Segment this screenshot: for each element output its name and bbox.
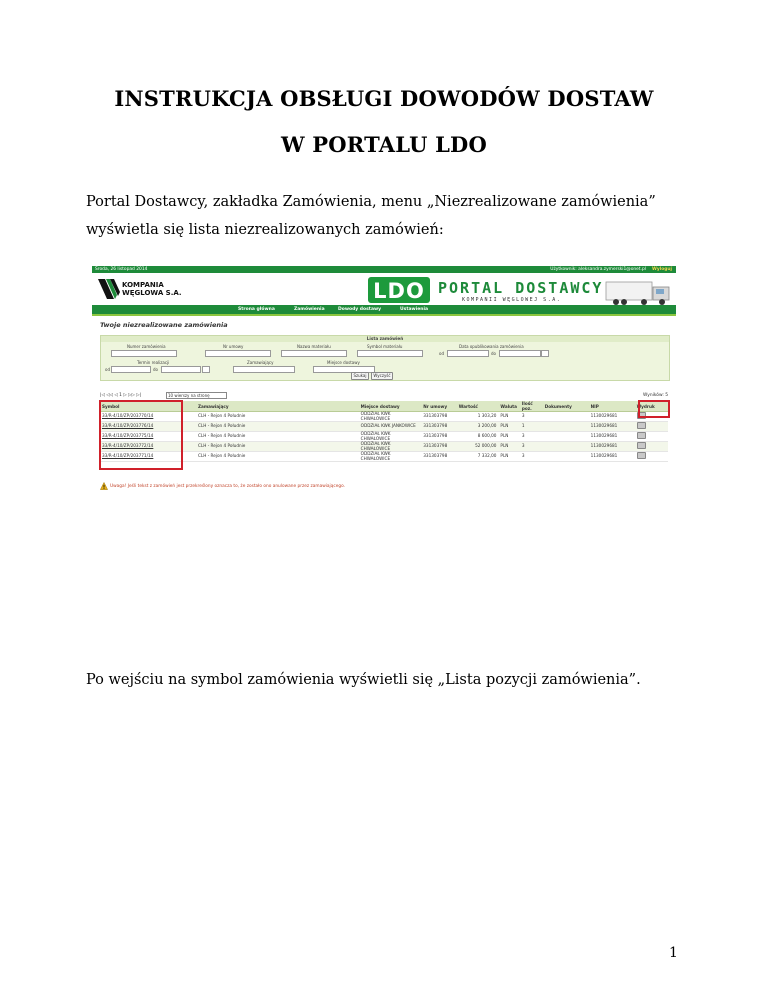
print-column-highlight	[638, 400, 670, 418]
table-row	[100, 432, 668, 442]
nip-cell: 1130029681	[589, 442, 635, 452]
portal-subtitle: KOMPANII WĘGLOWEJ S.A.	[462, 297, 562, 303]
per-page-select[interactable]: 10 wierszy na stronę	[166, 392, 227, 399]
date-from-input[interactable]	[447, 350, 489, 357]
contract-cell: 331303798	[421, 442, 456, 452]
nav-delivery-proofs[interactable]: Dowody dostawy	[338, 307, 382, 312]
delivery-place-cell: ODDZIAŁ KWK CHWAŁOWICE	[359, 412, 422, 422]
delivery-place-cell: ODDZIAŁ KWK CHWAŁOWICE	[359, 452, 422, 462]
material-symbol-input[interactable]	[357, 350, 423, 357]
col-value: Wartość	[457, 401, 499, 412]
nav-orders[interactable]: Zamówienia	[294, 307, 325, 312]
label-contract-number: Nr umowy	[223, 344, 244, 349]
kw-logo-icon	[96, 277, 122, 301]
table-row	[100, 452, 668, 462]
delivery-place-cell: ODDZIAŁ KWK CHWAŁOWICE	[359, 432, 422, 442]
date-to-input[interactable]	[499, 350, 541, 357]
printer-icon[interactable]	[637, 432, 646, 439]
warning-text: Uwaga! Jeśli tekst z zamówień jest przekreślony oznacza to, że zostało ono anulowane przez zamawiającego.	[110, 484, 346, 489]
pager-controls[interactable]: |◁ ◁◁ ◁ 1 ▷ ▷▷ ▷|	[100, 393, 142, 398]
deadline-from-input[interactable]	[111, 366, 151, 373]
value-cell: 8 600,00	[457, 432, 499, 442]
nav-settings[interactable]: Ustawienia	[400, 307, 429, 312]
contract-cell: 331303798	[421, 422, 456, 432]
item-count-cell: 1	[520, 422, 543, 432]
date-to-label: do	[491, 351, 496, 356]
label-order-number: Numer zamówienia	[127, 344, 166, 349]
print-cell	[635, 452, 668, 462]
label-deadline: Termin realizacji	[137, 360, 170, 365]
orderer-cell: CLH - Rejon 4 Południe	[196, 432, 359, 442]
nip-cell: 1130029681	[589, 412, 635, 422]
print-cell	[635, 432, 668, 442]
search-button[interactable]: Szukaj	[351, 372, 369, 380]
second-paragraph: Po wejściu na symbol zamówienia wyświetli się „Lista pozycji zamówienia”.	[86, 672, 641, 688]
portal-topbar	[92, 266, 676, 273]
printer-icon[interactable]	[637, 442, 646, 449]
currency-cell: PLN	[498, 412, 519, 422]
results-count: Wyników: 5	[643, 393, 668, 398]
order-symbol-link[interactable]: 33/R-4/10/ZP/203776/14	[100, 422, 196, 432]
portal-banner	[92, 273, 676, 305]
deadline-to-input[interactable]	[161, 366, 201, 373]
col-contract: Nr umowy	[421, 401, 456, 412]
documents-cell	[543, 432, 589, 442]
table-row	[100, 442, 668, 452]
col-symbol: Symbol	[100, 401, 196, 412]
orderer-cell: CLH - Rejon 4 Południe	[196, 442, 359, 452]
delivery-place-cell: ODDZIAŁ KWK CHWAŁOWICE	[359, 442, 422, 452]
table-row	[100, 412, 668, 422]
print-cell	[635, 442, 668, 452]
item-count-cell: 3	[520, 432, 543, 442]
filter-panel	[100, 335, 670, 381]
logout-link[interactable]: Wyloguj	[651, 267, 672, 272]
intro-paragraph: Portal Dostawcy, zakładka Zamówienia, menu „Niezrealizowane zamówienia” wyświetla się lista niezrealizowanych zamówień:	[86, 194, 656, 238]
ldo-logo: LDO	[373, 279, 425, 303]
documents-cell	[543, 412, 589, 422]
filter-header: Lista zamówień	[101, 336, 669, 342]
orders-table	[100, 401, 668, 462]
title-line-2: W PORTALU LDO	[281, 132, 487, 157]
value-cell: 1 303,20	[457, 412, 499, 422]
printer-icon[interactable]	[637, 422, 646, 429]
documents-cell	[543, 422, 589, 432]
orderer-cell: CLH - Rejon 4 Południe	[196, 412, 359, 422]
value-cell: 7 332,00	[457, 452, 499, 462]
col-delivery-place: Miejsce dostawy	[359, 401, 422, 412]
deadline-picker-button[interactable]	[202, 366, 210, 373]
label-orderer: Zamawiający	[247, 360, 274, 365]
page-heading: Twoje niezrealizowane zamówienia	[100, 321, 228, 329]
warning-icon	[100, 482, 108, 490]
deadline-to-label: do	[153, 367, 158, 372]
currency-cell: PLN	[498, 432, 519, 442]
company-name: KOMPANIA WĘGLOWA S.A.	[122, 281, 182, 297]
value-cell: 3 200,00	[457, 422, 499, 432]
order-symbol-link[interactable]: 33/R-4/10/ZP/203775/14	[100, 432, 196, 442]
contract-number-input[interactable]	[205, 350, 271, 357]
page-number: 1	[669, 945, 678, 961]
portal-nav	[92, 305, 676, 314]
contract-cell: 331303798	[421, 452, 456, 462]
orderer-select[interactable]	[233, 366, 295, 373]
label-publish-date: Data opublikowania zamówienia	[459, 344, 524, 349]
symbol-column-highlight	[99, 400, 183, 470]
col-currency: Waluta	[498, 401, 519, 412]
documents-cell	[543, 452, 589, 462]
currency-cell: PLN	[498, 422, 519, 432]
contract-cell: 331303798	[421, 412, 456, 422]
currency-cell: PLN	[498, 452, 519, 462]
documents-cell	[543, 442, 589, 452]
nav-underline	[92, 314, 676, 316]
title-line-1: INSTRUKCJA OBSŁUGI DOWODÓW DOSTAW	[114, 86, 654, 111]
orderer-cell: CLH - Rejon 4 Południe	[196, 422, 359, 432]
nip-cell: 1130029681	[589, 452, 635, 462]
col-nip: NIP	[589, 401, 635, 412]
delivery-place-cell: ODDZIAŁ KWK JANKOWICE	[359, 422, 422, 432]
nav-home[interactable]: Strona główna	[238, 307, 275, 312]
value-cell: 52 000,00	[457, 442, 499, 452]
portal-title: PORTAL DOSTAWCY	[438, 279, 604, 297]
printer-icon[interactable]	[637, 452, 646, 459]
date-label: Środa, 26 listopad 2014	[95, 267, 148, 272]
order-symbol-link[interactable]: 33/R-4/10/ZP/203772/14	[100, 442, 196, 452]
deadline-from-label: od	[105, 367, 110, 372]
orderer-cell: CLH - Rejon 4 Południe	[196, 452, 359, 462]
nip-cell: 1130029681	[589, 422, 635, 432]
col-documents: Dokumenty	[543, 401, 589, 412]
order-number-input[interactable]	[111, 350, 177, 357]
user-label: Użytkownik: aleksandra.zymerski1@onet.pl	[550, 267, 646, 272]
truck-icon	[604, 279, 672, 307]
col-item-count: Ilość poz.	[520, 401, 543, 412]
contract-cell: 331303798	[421, 432, 456, 442]
date-picker-button[interactable]	[541, 350, 549, 357]
col-print: Wydruk	[635, 401, 668, 412]
col-orderer: Zamawiający	[196, 401, 359, 412]
clear-button[interactable]: Wyczyść	[371, 372, 393, 380]
order-symbol-link[interactable]: 33/R-4/10/ZP/203771/14	[100, 452, 196, 462]
currency-cell: PLN	[498, 442, 519, 452]
nip-cell: 1130029681	[589, 432, 635, 442]
label-delivery-place: Miejsce dostawy	[327, 360, 360, 365]
label-material-symbol: Symbol materiału	[367, 344, 403, 349]
material-name-input[interactable]	[281, 350, 347, 357]
item-count-cell: 3	[520, 452, 543, 462]
table-header-row	[100, 401, 668, 412]
print-cell	[635, 422, 668, 432]
item-count-cell: 3	[520, 412, 543, 422]
table-row	[100, 422, 668, 432]
portal-screenshot	[92, 266, 676, 496]
label-material-name: Nazwa materiału	[297, 344, 331, 349]
date-from-label: od	[439, 351, 444, 356]
order-symbol-link[interactable]: 33/R-4/10/ZP/203770/14	[100, 412, 196, 422]
item-count-cell: 3	[520, 442, 543, 452]
